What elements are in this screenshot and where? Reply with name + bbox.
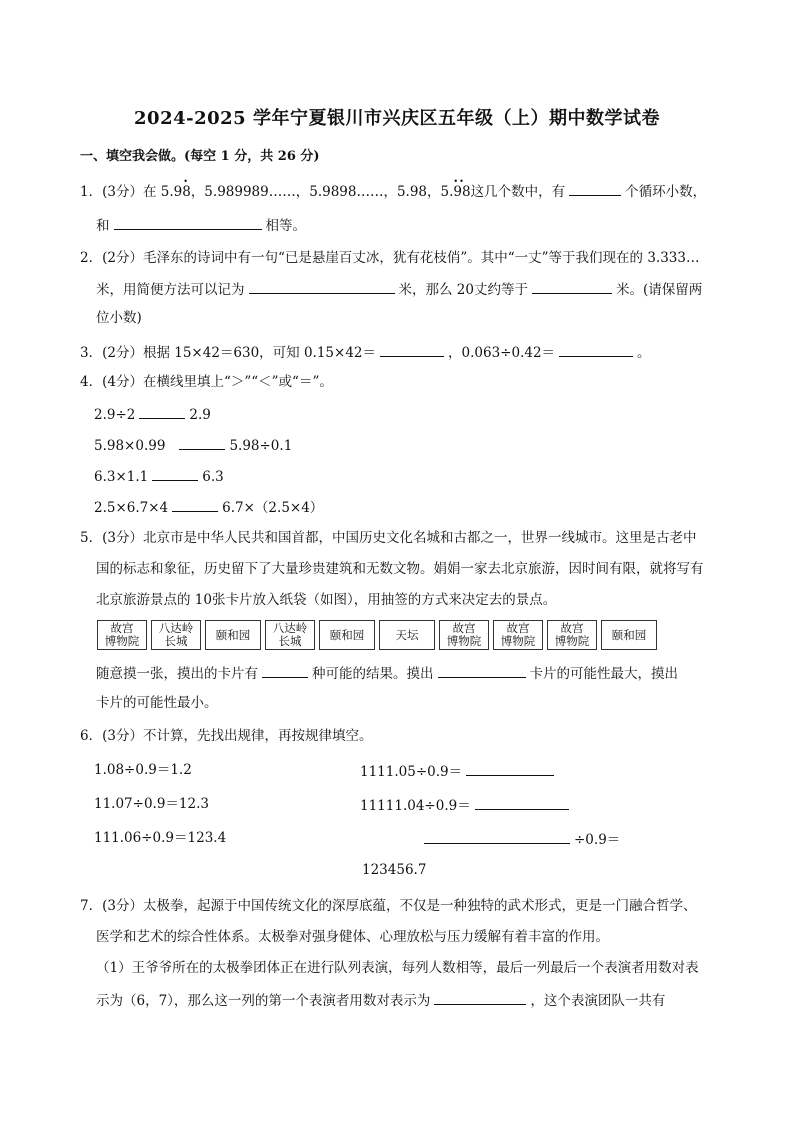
- question-7-line-2: 医学和艺术的综合性体系。太极拳对强身健体、心理放松与压力缓解有着丰富的作用。: [96, 929, 609, 945]
- question-2-line-1: 2．(2分）毛泽东的诗词中有一句“已是悬崖百丈冰，犹有花枝俏”。其中“一丈”等于我们现在的 3.333…: [80, 250, 700, 266]
- card-line: 颐和园: [329, 627, 365, 642]
- pattern-left: 11.07÷0.9＝12.3: [94, 796, 209, 812]
- card-line: 博物院: [104, 634, 140, 648]
- card-line: 博物院: [554, 634, 590, 648]
- q7-text-b: ，这个表演团队一共有: [530, 993, 666, 1009]
- answer-blank[interactable]: [380, 341, 444, 357]
- answer-blank[interactable]: [438, 662, 526, 678]
- expr-left: 5.98×0.99: [94, 438, 166, 454]
- expr-right: 2.9: [189, 407, 211, 423]
- pattern-right: [360, 794, 573, 816]
- scenic-cards: [97, 620, 657, 650]
- card-line: 颐和园: [611, 627, 647, 642]
- repeating-digit: • 8: [182, 182, 191, 202]
- q2-text-b: 米，那么 20丈约等于: [398, 282, 528, 298]
- answer-blank[interactable]: [475, 794, 569, 810]
- card-line: 长城: [164, 634, 188, 648]
- card: [319, 620, 375, 650]
- expr-right: 5.98÷0.1: [229, 438, 293, 454]
- pattern-right: [360, 760, 558, 782]
- pattern-left: 111.06÷0.9＝123.4: [94, 830, 227, 846]
- question-5-line-1: 5．(3分）北京市是中华人民共和国首都，中国历史文化名城和古都之一，世界一线城市。这里是古老中: [80, 530, 697, 546]
- answer-blank[interactable]: [532, 278, 612, 294]
- question-2-line-2: [96, 278, 702, 300]
- q1-mid: ，5.989989……，5.9898……，5.98，5.: [190, 184, 454, 200]
- answer-blank[interactable]: [466, 760, 554, 776]
- pattern-expr: ÷0.9＝: [574, 832, 621, 848]
- question-4-item: [94, 496, 323, 518]
- card-line: 博物院: [446, 634, 482, 648]
- question-6-heading: 6．(3分）不计算，先找出规律，再按规律填空。: [80, 728, 373, 744]
- q5-text-b: 种可能的结果。摸出: [312, 666, 434, 682]
- pattern-right: [420, 828, 620, 850]
- q3-text-a: 3．(2分）根据 15×42＝630，可知 0.15×42＝: [80, 345, 377, 361]
- expr-left: 2.9÷2: [94, 407, 136, 423]
- card: [439, 620, 489, 650]
- question-1-line-1: [80, 180, 706, 202]
- answer-blank[interactable]: [249, 278, 395, 294]
- card-line: 故宫: [560, 621, 584, 635]
- compare-blank[interactable]: [139, 403, 185, 419]
- pattern-expr: 11111.04÷0.9＝: [360, 798, 471, 814]
- card: [379, 620, 435, 650]
- compare-blank[interactable]: [152, 465, 198, 481]
- question-1-line-2: [96, 214, 306, 236]
- card: [493, 620, 543, 650]
- question-4-item: [94, 403, 211, 425]
- card-line: 八达岭: [272, 621, 308, 635]
- exam-title: 2024-2025 学年宁夏银川市兴庆区五年级（上）期中数学试卷: [134, 108, 660, 129]
- question-2-line-3: 位小数): [96, 310, 142, 326]
- expr-left: 6.3×1.1: [94, 469, 149, 485]
- expr-right: 6.3: [202, 469, 224, 485]
- question-7-line-3: （1）王爷爷所在的太极拳团体正在进行队列表演，每列人数相等，最后一列最后一个表演者用数对表: [96, 960, 699, 976]
- card-line: 长城: [278, 634, 302, 648]
- answer-blank[interactable]: [559, 341, 633, 357]
- q3-text-c: 。: [637, 345, 651, 361]
- pattern-expr: 1111.05÷0.9＝: [360, 764, 463, 780]
- answer-blank[interactable]: [114, 214, 262, 230]
- question-7-line-4: [96, 989, 665, 1011]
- card: [601, 620, 657, 650]
- card-line: 故宫: [506, 621, 530, 635]
- question-5-line-3: 北京旅游景点的 10张卡片放入纸袋（如图），用抽签的方式来决定去的景点。: [96, 592, 557, 608]
- question-3: [80, 341, 651, 363]
- q1-prefix: 1．(3分）在 5.9: [80, 184, 183, 200]
- q5-text-a: 随意摸一张，摸出的卡片有: [96, 666, 258, 682]
- card: [547, 620, 597, 650]
- section-heading: 一、填空我会做。(每空 1 分，共 26 分): [80, 149, 320, 164]
- pattern-result: 123456.7: [362, 862, 427, 878]
- question-7-line-1: 7．(3分）太极拳，起源于中国传统文化的深厚底蕴，不仅是一种独特的武术形式，更是一门融合哲学、: [80, 898, 697, 914]
- question-4-item: [94, 434, 292, 456]
- q1-line2-start: 和: [96, 218, 110, 234]
- card: [151, 620, 201, 650]
- question-5-line-5: 卡片的可能性最小。: [96, 695, 218, 711]
- card-line: 八达岭: [158, 621, 194, 635]
- question-5-line-2: 国的标志和象征，历史留下了大量珍贵建筑和无数文物。娟娟一家去北京旅游，因时间有限，就将写有: [96, 561, 704, 577]
- q1-suffix: 这几个数中，有: [470, 184, 566, 200]
- compare-blank[interactable]: [179, 434, 225, 450]
- answer-blank[interactable]: [262, 662, 308, 678]
- q3-text-b: ，0.063÷0.42＝: [448, 345, 556, 361]
- question-4-item: [94, 465, 224, 487]
- repeating-digits: •• 98: [453, 182, 470, 202]
- answer-blank[interactable]: [434, 989, 526, 1005]
- pattern-left: 1.08÷0.9＝1.2: [94, 762, 192, 778]
- q5-text-c: 卡片的可能性最大，摸出: [529, 666, 678, 682]
- card: [205, 620, 261, 650]
- card-line: 博物院: [500, 634, 536, 648]
- card-line: 故宫: [110, 621, 134, 635]
- q2-text-a: 米，用简便方法可以记为: [96, 282, 245, 298]
- card-line: 颐和园: [215, 627, 251, 642]
- compare-blank[interactable]: [172, 496, 218, 512]
- q7-text-a: 示为（6，7），那么这一列的第一个表演者用数对表示为: [96, 993, 431, 1009]
- expr-right: 6.7×（2.5×4）: [222, 500, 324, 516]
- q2-text-c: 米。(请保留两: [615, 282, 703, 298]
- question-4-heading: 4．(4分）在横线里填上“＞”“＜”或“＝”。: [80, 374, 333, 390]
- q1-line2-end: 相等。: [265, 218, 306, 234]
- expr-left: 2.5×6.7×4: [94, 500, 169, 516]
- card-line: 天坛: [395, 627, 419, 642]
- card: [97, 620, 147, 650]
- answer-blank[interactable]: [569, 180, 621, 196]
- question-5-line-4: [96, 662, 678, 684]
- card-line: 故宫: [452, 621, 476, 635]
- q1-end: 个循环小数，: [625, 184, 707, 200]
- answer-blank[interactable]: [424, 828, 570, 844]
- card: [265, 620, 315, 650]
